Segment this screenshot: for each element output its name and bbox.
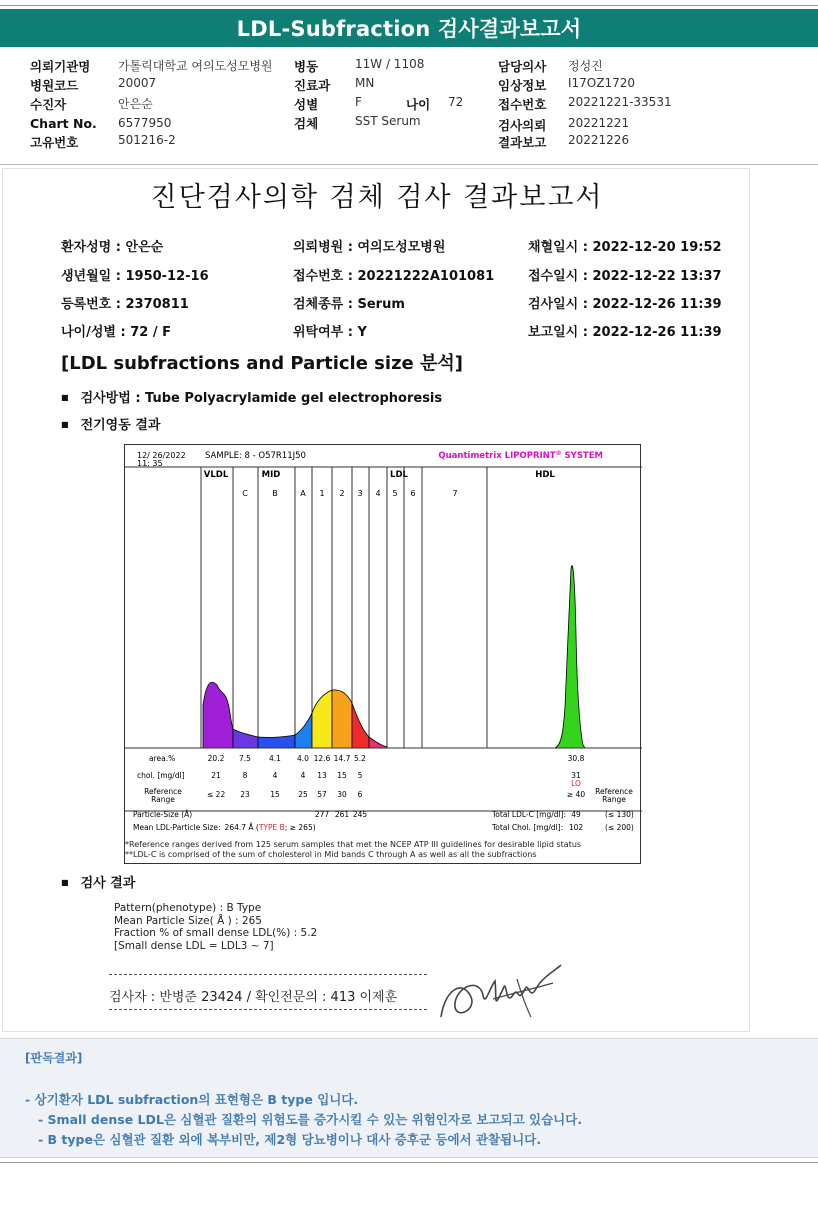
lo-flag: LO [571, 779, 581, 788]
ref-value: ≤ 22 [207, 790, 226, 799]
ref-value: 57 [317, 790, 327, 799]
group-label-mid: MID [261, 470, 281, 480]
electrophoresis-curve [203, 566, 585, 748]
ldl1-fill [312, 690, 332, 748]
ref-row-label-1: Reference [144, 787, 182, 796]
request-label: 검사의뢰 [498, 118, 547, 133]
area-value: 20.2 [207, 754, 225, 763]
particle-size-value: 277 [314, 810, 330, 819]
ref-value: 25 [298, 790, 308, 799]
mean-part-2: ( [253, 823, 259, 832]
chol-value: 21 [211, 771, 221, 780]
receipt-label: 접수번호 [498, 97, 547, 112]
clinical-label: 임상정보 [498, 78, 547, 93]
band-label-7: 7 [452, 489, 458, 498]
chol-value: 13 [317, 771, 327, 780]
band-label-5: 5 [392, 489, 398, 498]
footnote-1: *Reference ranges derived from 125 serum samples that met the NCEP ATP III guidelines for desirable lipid status [125, 840, 582, 849]
reading-line-2: - Small dense LDL은 심혈관 질환의 위험도를 증가시킬 수 있는 위험인자로 보고되고 있습니다. [38, 1112, 583, 1127]
mean-part-1: 264.7 Å [224, 823, 254, 832]
examiner-line: 검사자 : 반병준 23424 / 확인전문의 : 413 이제훈 [109, 990, 398, 1005]
unique-label: 고유번호 [30, 135, 79, 150]
reading-line-1: - 상기환자 LDL subfraction의 표현형은 B type 입니다. [25, 1092, 359, 1107]
band-label-4: 4 [375, 489, 381, 498]
chart-footnotes [125, 840, 581, 860]
area-value: 12.6 [313, 754, 331, 763]
specimen-type: 검체종류 : Serum [293, 297, 405, 312]
chol-value: 4 [300, 771, 306, 780]
total-ldl-ref: (≤ 130) [605, 810, 634, 819]
request-info [0, 52, 818, 164]
dept-value: MN [355, 76, 375, 90]
specimen-label: 검체 [294, 116, 319, 131]
test-datetime: 검사일시 : 2022-12-26 11:39 [528, 297, 722, 312]
age-label: 나이 [406, 97, 431, 112]
mid-b-fill [258, 735, 295, 748]
report-date-value: 20221226 [568, 133, 630, 147]
receipt-value: 20221221-33531 [568, 95, 672, 109]
ref-row-label-right-1: Reference [595, 787, 633, 796]
brand-label: Quantimetrix LIPOPRINT® SYSTEM [438, 450, 603, 461]
specimen-value: SST Serum [355, 114, 421, 128]
total-chol-value: 102 [568, 823, 584, 832]
band-label-b: B [272, 489, 278, 498]
institution-value: 가톨릭대학교 여의도성모병원 [118, 59, 273, 73]
total-ldl-label: Total LDL-C [mg/dl]: [492, 810, 567, 819]
hospcode-value: 20007 [118, 76, 157, 90]
mid-a-fill [295, 713, 312, 748]
ref-value: ≥ 40 [566, 790, 586, 799]
mid-c-fill [233, 729, 258, 748]
particle-size-value: 261 [334, 810, 350, 819]
ref-value: 23 [240, 790, 250, 799]
age-sex: 나이/성별 : 72 / F [61, 325, 172, 340]
age-value: 72 [448, 95, 464, 109]
doctor-label: 담당의사 [498, 59, 547, 74]
report-date-label: 결과보고 [498, 135, 547, 150]
signature [433, 959, 563, 1029]
report-header-title: LDL-Subfraction 검사결과보고서 [0, 9, 818, 47]
dashed-divider-top [109, 974, 427, 975]
area-value: 14.7 [333, 754, 351, 763]
ref-value: 6 [357, 790, 363, 799]
ref-row-label-2: Range [151, 795, 175, 804]
clinical-value: I17OZ1720 [568, 76, 636, 90]
lipoprint-chart [124, 444, 641, 864]
chart-no-label: Chart No. [30, 116, 97, 131]
method-line: ■ 검사방법 : Tube Polyacrylamide gel electrophoresis [61, 387, 442, 406]
lab-report [2, 168, 750, 1032]
chart-date: 12/ 26/2022 [137, 451, 186, 460]
receipt-number: 접수번호 : 20221222A101081 [293, 269, 495, 284]
ref-value: 15 [270, 790, 280, 799]
total-ldl-value: 49 [571, 810, 581, 819]
chol-value: 8 [242, 771, 248, 780]
chol-value: 5 [357, 771, 363, 780]
result-mean-size: Mean Particle Size( Å ) : 265 [114, 914, 262, 927]
receipt-datetime: 접수일시 : 2022-12-22 13:37 [528, 269, 722, 284]
band-label-6: 6 [410, 489, 416, 498]
band-label-2: 2 [339, 489, 345, 498]
report-datetime: 보고일시 : 2022-12-26 11:39 [528, 325, 722, 340]
info-divider [0, 164, 818, 165]
chol-value: 15 [337, 771, 347, 780]
chol-value: 4 [272, 771, 278, 780]
area-value: 7.5 [239, 754, 251, 763]
requesting-hospital: 의뢰병원 : 여의도성모병원 [293, 240, 446, 255]
ward-value: 11W / 1108 [355, 57, 425, 71]
sample-id: SAMPLE: 8 - O57R11J50 [205, 451, 306, 461]
report-title: 진단검사의학 검체 검사 결과보고서 [150, 182, 604, 213]
hdl-peak [555, 566, 585, 748]
ref-row-label-right-2: Range [602, 795, 626, 804]
outsourced-flag: 위탁여부 : Y [293, 325, 367, 340]
particle-size-label: Particle-Size (Å) [133, 810, 193, 819]
sex-label: 성별 [294, 97, 319, 112]
chol-value: 31 [571, 771, 581, 780]
mean-part-0: Mean LDL-Particle Size: [133, 823, 221, 832]
area-value: 30.8 [567, 754, 585, 763]
hospcode-label: 병원코드 [30, 78, 79, 93]
total-chol-label: Total Chol. [mg/dl]: [492, 823, 564, 832]
collection-datetime: 채혈일시 : 2022-12-20 19:52 [528, 240, 722, 255]
ldl4-fill [369, 737, 387, 748]
band-label-c: C [242, 489, 248, 498]
ldl3-fill [352, 703, 369, 748]
particle-size-value: 245 [352, 810, 368, 819]
unique-value: 501216-2 [118, 133, 176, 147]
band-label-3: 3 [357, 489, 363, 498]
result-phenotype: Pattern(phenotype) : B Type [114, 902, 262, 914]
subject-label: 수진자 [30, 97, 67, 112]
dashed-divider-bottom [109, 1009, 427, 1010]
result-summary [114, 902, 317, 952]
band-label-a: A [300, 489, 306, 498]
group-label-hdl: HDL [535, 470, 555, 480]
subject-value: 안은순 [118, 97, 153, 111]
ref-value: 30 [337, 790, 347, 799]
mean-part-3: TYPE B [258, 823, 285, 832]
reading-title: [판독결과] [25, 1051, 83, 1065]
sex-value: F [355, 95, 362, 109]
doctor-value: 정성진 [568, 59, 603, 73]
dept-label: 진료과 [294, 78, 331, 93]
total-chol-ref: (≤ 200) [605, 823, 634, 832]
result-sdldl-fraction: Fraction % of small dense LDL(%) : 5.2 [114, 927, 318, 939]
vldl-peak [203, 682, 233, 748]
section-title: [LDL subfractions and Particle size 분석] [61, 353, 464, 374]
chart-no-value: 6577950 [118, 116, 172, 130]
institution-label: 의뢰기관명 [30, 59, 91, 74]
result-sdldl-definition: [Small dense LDL = LDL3 ~ 7] [114, 939, 274, 952]
patient-name: 환자성명 : 안은순 [61, 240, 164, 255]
footnote-2: **LDL-C is comprised of the sum of cholesterol in Mid bands C through A as well as all the subfractions [125, 850, 537, 859]
bottom-divider [0, 1162, 818, 1163]
ldl2-fill [332, 690, 352, 748]
result-heading: ■ 검사 결과 [61, 872, 135, 891]
registration-number: 등록번호 : 2370811 [61, 297, 189, 312]
area-value: 4.0 [297, 754, 309, 763]
electrophoresis-heading: ■ 전기영동 결과 [61, 414, 160, 433]
birth-date: 생년월일 : 1950-12-16 [61, 269, 209, 284]
area-value: 4.1 [269, 754, 281, 763]
chol-row-label: chol. [mg/dl] [137, 771, 185, 780]
group-label-ldl: LDL [390, 470, 408, 480]
request-value: 20221221 [568, 116, 630, 130]
mean-particle-size [133, 823, 316, 832]
area-value: 5.2 [354, 754, 366, 763]
chart-time: 11: 35 [137, 459, 163, 468]
band-label-1: 1 [319, 489, 325, 498]
top-divider [0, 5, 818, 6]
reading-line-3: - B type은 심혈관 질환 외에 복부비만, 제2형 당뇨병이나 대사 증후군 등에서 관찰됩니다. [38, 1132, 542, 1147]
group-label-vldl: VLDL [203, 470, 229, 480]
ward-label: 병동 [294, 59, 319, 74]
mean-part-4: ; ≥ 265) [284, 823, 316, 832]
area-row-label: area.% [149, 754, 176, 763]
